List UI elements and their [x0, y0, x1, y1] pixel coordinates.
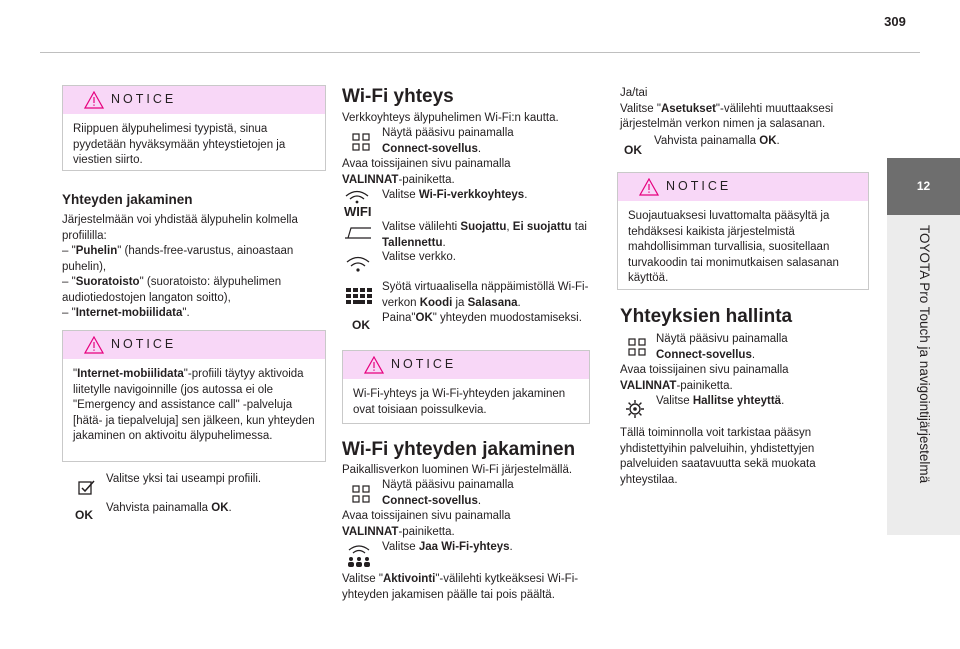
section-heading: Wi-Fi yhteyden jakaminen [342, 439, 576, 460]
ok-icon: OK [75, 508, 93, 522]
text-part: Avaa toissijainen sivu painamalla [342, 158, 511, 170]
text-part: -painiketta. [676, 379, 733, 392]
notice-text: Riippuen älypuhelimesi tyypistä, sinua pyydetään hyväksymään yhteystietojen ja viestien siirto. [73, 123, 286, 166]
step-text: Valitse yksi tai useampi profiili. [106, 473, 262, 485]
notice-text: "Internet-mobiilidata"-profiili täytyy aktivoida liitetylle navigoinnille (jos autossa ei ole "Emergency and assistance call" -palveluja [hätä- ja tiepalveluja] sen jälkeen, kun yhteyden jakaminen on aktivoitu älypuhelimessa. [73, 368, 315, 442]
text-part: "-välilehti kytkeäksesi Wi-Fi-yhteyden jakamisen päälle tai pois päältä. [342, 573, 579, 601]
step-text [106, 501, 326, 517]
profile-desc: . [186, 307, 190, 319]
text-part: Valitse [382, 541, 419, 553]
text-part [620, 102, 860, 133]
text-part: . [509, 541, 513, 553]
text-bold: Salasana [467, 296, 518, 309]
text-part: Valitse [656, 395, 693, 407]
text-part: , [506, 221, 513, 233]
notice-header [343, 351, 589, 379]
keyboard-icon [346, 288, 372, 304]
section-heading: Yhteyden jakaminen [62, 192, 193, 207]
apps-grid-icon [352, 133, 370, 151]
profile-name: Internet-mobiilidata [75, 307, 183, 319]
text-part: "-välilehti muuttaaksesi järjestelmän verkon nimen ja salasanan. [620, 102, 834, 130]
apps-grid-icon [628, 338, 646, 356]
text-part: -painiketta. [398, 525, 455, 538]
intro-text: Verkkoyhteys älypuhelimen Wi-Fi:n kautta. [342, 112, 559, 124]
text-bold: Ei suojattu [512, 221, 572, 233]
text-part: " yhteyden muodostamiseksi. [432, 312, 582, 324]
text-bold: Hallitse yhteyttä [692, 395, 782, 407]
chapter-tab: 12 [887, 158, 960, 215]
step-text [382, 540, 592, 556]
text-bold: Koodi [419, 296, 453, 309]
step-text [382, 188, 592, 204]
page-number: 309 [884, 14, 906, 29]
intro-text: Paikallisverkon luominen Wi-Fi järjestelmällä. [342, 464, 573, 476]
text-part: . [477, 142, 482, 155]
notice-bold: Internet-mobiilidata [77, 368, 184, 380]
wifi-signal-icon [344, 190, 370, 204]
list-item: – "Puhelin" (hands-free-varustus, ainoastaan puhelin), [62, 245, 294, 273]
wifi-share-icon [346, 544, 372, 568]
step-text [382, 311, 592, 327]
warning-icon [364, 356, 384, 374]
warning-icon [84, 336, 104, 354]
ok-icon: OK [352, 318, 370, 332]
text-part: . [524, 189, 528, 201]
text-bold: OK [211, 502, 229, 514]
notice-title: NOTICE [666, 179, 732, 193]
notice-text: Suojautuaksesi luvattomalta pääsyltä ja tehdäksesi kaikista järjestelmistä mahdollisimman turvallisia, suositellaan turvakoodin tai monimutkaisen salasanan käyttöä. [628, 210, 839, 284]
step-text [342, 572, 592, 603]
text-part: . [228, 502, 232, 514]
warning-icon [84, 91, 104, 109]
gear-icon [624, 398, 646, 420]
step-text [654, 134, 864, 150]
text-part: . [442, 236, 446, 249]
step-text [656, 332, 866, 363]
notice-box [62, 330, 326, 462]
step-text [382, 478, 592, 509]
paragraph [62, 213, 324, 322]
intro-text: Järjestelmään voi yhdistää älypuhelin kolmella profiililla: [62, 214, 298, 242]
notice-box [342, 350, 590, 424]
text-bold: Jaa Wi-Fi-yhteys [418, 541, 510, 553]
section-heading: Wi-Fi yhteys [342, 86, 454, 107]
notice-title: NOTICE [111, 337, 177, 351]
notice-text: Wi-Fi-yhteys ja Wi-Fi-yhteyden jakaminen ovat toisiaan poissulkevia. [353, 388, 566, 416]
profile-desc: (hands-free-varustus, ainoastaan puhelin), [62, 245, 294, 273]
checklist-icon [78, 479, 96, 495]
notice-header [63, 331, 325, 359]
text-part: Valitse [382, 189, 419, 201]
ok-icon: OK [624, 143, 642, 157]
text-part: Avaa toissijainen sivu painamalla [342, 510, 511, 522]
notice-title: NOTICE [111, 92, 177, 106]
paragraph: Tällä toiminnolla voit tarkistaa pääsyn yhdistettyihin palveluihin, yhdistettyjen palveluiden saatavuutta sekä muokata yhteystilaa. [620, 427, 816, 486]
notice-box [62, 85, 326, 171]
profile-desc: (suoratoisto: älypuhelimen audiotiedostojen langaton soitto), [62, 276, 282, 304]
text-bold: Asetukset [660, 102, 716, 115]
text-part: . [751, 348, 756, 361]
text-part: Avaa toissijainen sivu painamalla [620, 364, 789, 376]
step-text [342, 157, 592, 188]
text-part: Valitse välilehti [382, 221, 461, 233]
step-text: Valitse verkko. [382, 251, 456, 263]
text-bold: Wi-Fi-verkkoyhteys [418, 189, 525, 201]
warning-icon [639, 178, 659, 196]
text-bold: VALINNAT [342, 173, 399, 186]
text-part: . [477, 494, 482, 507]
profile-name: Suoratoisto [75, 276, 140, 288]
text-part: Näytä pääsivu painamalla [382, 479, 514, 491]
text-part: . [517, 296, 521, 309]
text-bold: Connect-sovellus [382, 494, 478, 507]
text-bold: Connect-sovellus [382, 142, 478, 155]
text-bold: VALINNAT [342, 525, 399, 538]
text-part: -painiketta. [398, 173, 455, 186]
text-bold: Aktivointi [382, 573, 436, 585]
text-part: Paina" [382, 312, 416, 324]
step-text [382, 126, 592, 157]
text-bold: Connect-sovellus [656, 348, 752, 361]
text-part: Näytä pääsivu painamalla [656, 333, 788, 345]
text-bold: VALINNAT [620, 379, 677, 392]
text-bold: Suojattu [460, 221, 507, 233]
wifi-label-icon: WIFI [344, 204, 372, 219]
step-text [620, 363, 870, 394]
step-text [382, 280, 592, 311]
notice-header [618, 173, 868, 201]
header-divider [40, 52, 920, 53]
step-text [382, 220, 592, 251]
text-bold: Tallennettu [382, 236, 443, 249]
wifi-icon [346, 256, 370, 274]
text-part: tai [571, 221, 587, 233]
chapter-side-title [887, 215, 960, 535]
list-item: – "Suoratoisto" (suoratoisto: älypuhelimen audiotiedostojen langaton soitto), [62, 276, 282, 304]
text-part: . [781, 395, 785, 407]
paragraph [620, 86, 860, 133]
section-heading: Yhteyksien hallinta [620, 306, 793, 327]
list-item: – "Internet-mobiilidata". [62, 307, 190, 319]
notice-title: NOTICE [391, 357, 457, 371]
text-part: ja [452, 296, 468, 309]
chapter-title: TOYOTA Pro Touch ja navigointijärjestelmä [916, 225, 932, 484]
text-part: Näytä pääsivu painamalla [382, 127, 514, 139]
step-text [342, 509, 592, 540]
notice-header [63, 86, 325, 114]
profile-name: Puhelin [75, 245, 118, 257]
notice-box [617, 172, 869, 290]
text-bold: OK [415, 312, 433, 324]
text-part: Vahvista painamalla [654, 135, 760, 147]
text-part: Syötä virtuaalisella näppäimistöllä Wi-Fi-verkon [382, 281, 589, 309]
text-part: Valitse " [342, 573, 383, 585]
text-part: Vahvista painamalla [106, 502, 212, 514]
step-text [656, 394, 866, 410]
text-part: Valitse " [620, 102, 661, 115]
text-part: Ja/tai [620, 87, 648, 99]
text-bold: OK [759, 135, 777, 147]
text-part: . [776, 135, 780, 147]
tabs-icon [344, 226, 372, 240]
notice-rest: -profiili täytyy aktivoida liitetylle navigoinnille (jos autossa ei ole "Emergency and assistance call" -palveluja [hätä- ja tiepalveluja] sen jälkeen, kun yhteyden jakaminen on aktivoitu älypuhelimessa. [73, 368, 315, 442]
apps-grid-icon [352, 485, 370, 503]
